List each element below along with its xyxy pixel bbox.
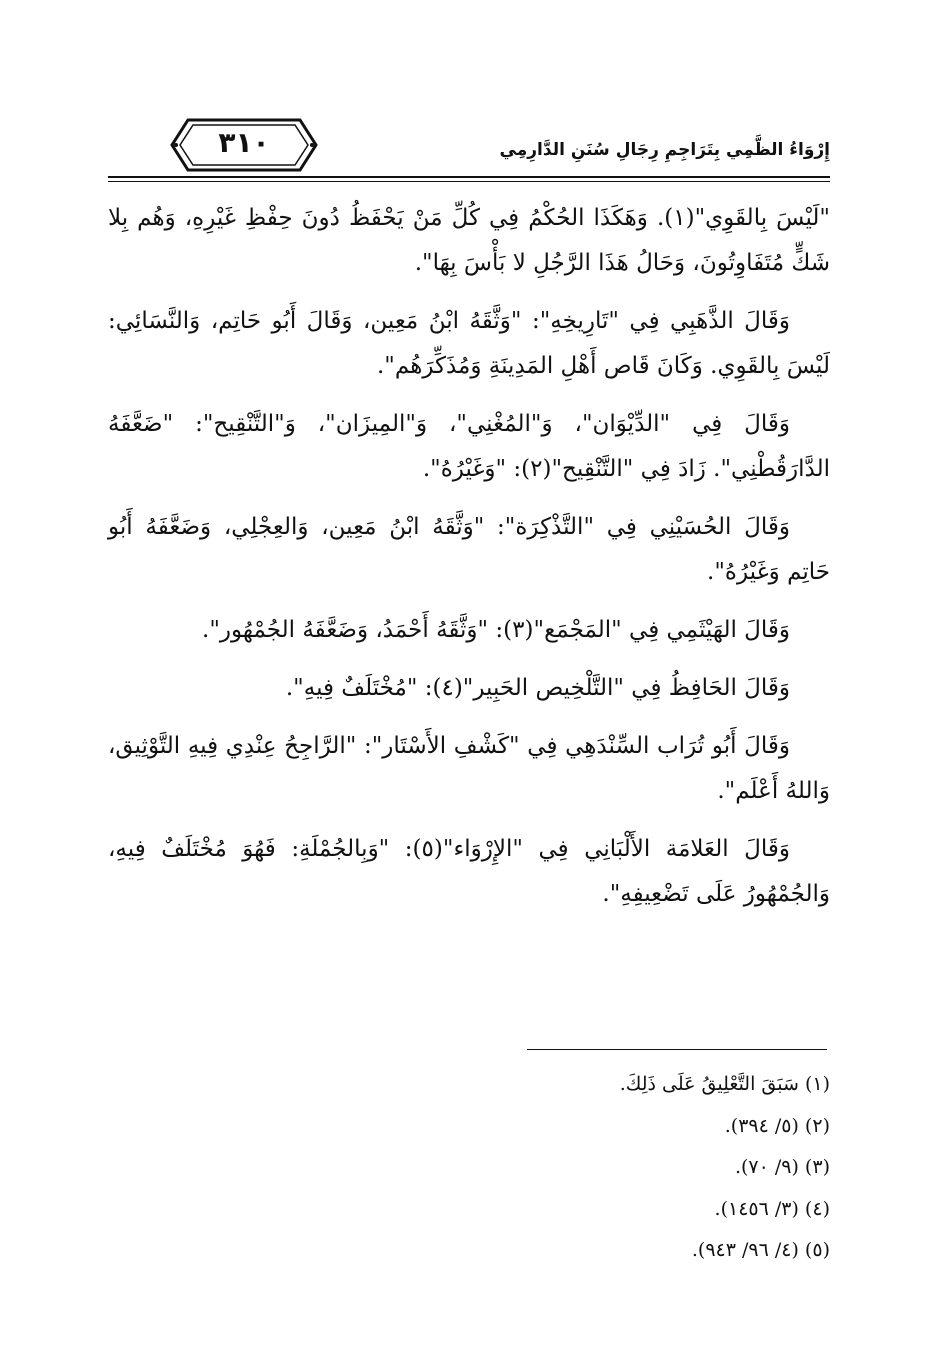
paragraph: وَقَالَ فِي "الدِّيْوَان"، وَ"المُغْنِي"، وَ"المِيزَان"، وَ"التَّنْقِيح": "ضَعَّفَهُ الدَّارَقُطْنِي". زَادَ فِي "التَّنْقِيح"(٢): "وَغَيْرُهُ". — [108, 411, 830, 482]
paragraph: وَقَالَ العَلامَة الأَلْبَانِي فِي "الإِرْوَاء"(٥): "وَبِالجُمْلَةِ: فَهُوَ مُخْتَلَفٌ فِيهِ، وَالجُمْهُورُ عَلَى تَضْعِيفِهِ". — [108, 836, 830, 907]
paragraph: وَقَالَ أَبُو تُرَاب السِّنْدَهِي فِي "كَشْفِ الأَسْتَار": "الرَّاجِحُ عِنْدِي فِيهِ التَّوْثِيق، وَاللهُ أَعْلَم". — [108, 733, 830, 804]
paragraph: وَقَالَ الذَّهَبِي فِي "تَارِيخِهِ": "وَثَّقَهُ ابْنُ مَعِين، وَقَالَ أَبُو حَاتِم، وَالنَّسَائِي: لَيْسَ بِالقَوِي. وَكَانَ قَاص أَهْلِ المَدِينَةِ وَمُذَكِّرَهُم". — [108, 308, 830, 379]
running-title: إِرْوَاءُ الظَّمِي بِتَرَاجِمِ رِجَالِ سُنَنِ الدَّارِمِي — [499, 140, 830, 160]
footnotes — [108, 1064, 830, 1272]
footnote: (٣) (٩/ ٧٠). — [734, 1156, 830, 1178]
header-rule-thin — [108, 181, 830, 182]
paragraph: وَقَالَ الحَافِظُ فِي "التَّلْخِيص الحَبِير"(٤): "مُخْتَلَفٌ فِيهِ". — [285, 675, 790, 701]
paragraph: وَقَالَ الهَيْثَمِي فِي "المَجْمَع"(٣): "وَثَّقَهُ أَحْمَدُ، وَضَعَّفَهُ الجُمْهُور". — [202, 617, 790, 643]
footnote: (٢) (٥/ ٣٩٤). — [724, 1114, 830, 1137]
footnote-separator — [527, 1049, 827, 1050]
paragraph: "لَيْسَ بِالقَوِي"(١). وَهَكَذَا الحُكْمُ فِي كُلِّ مَنْ يَحْفَظُ دُونَ حِفْظِ غَيْرِهِ، وَهُم بِلا شَكٍّ مُتَفَاوِتُونَ، وَحَالُ هَذَا الرَّجُلِ لا بَأْسَ بِهَا". — [108, 205, 830, 276]
body-text — [108, 196, 830, 930]
footnote: (١) سَبَقَ التَّعْلِيقُ عَلَى ذَلِكَ. — [619, 1073, 830, 1095]
header-rule — [108, 176, 830, 178]
page-header — [108, 110, 830, 190]
page-number: ٣١٠ — [218, 126, 270, 159]
page-number-badge — [168, 116, 320, 174]
footnote: (٤) (٣/ ١٤٥٦). — [714, 1197, 830, 1220]
footnote: (٥) (٤/ ٩٦/ ٩٤٣). — [691, 1239, 830, 1261]
paragraph: وَقَالَ الحُسَيْنِي فِي "التَّذْكِرَة": "وَثَّقَهُ ابْنُ مَعِين، وَالعِجْلِي، وَضَعَّفَهُ أَبُو حَاتِم وَغَيْرُهُ". — [108, 514, 830, 585]
